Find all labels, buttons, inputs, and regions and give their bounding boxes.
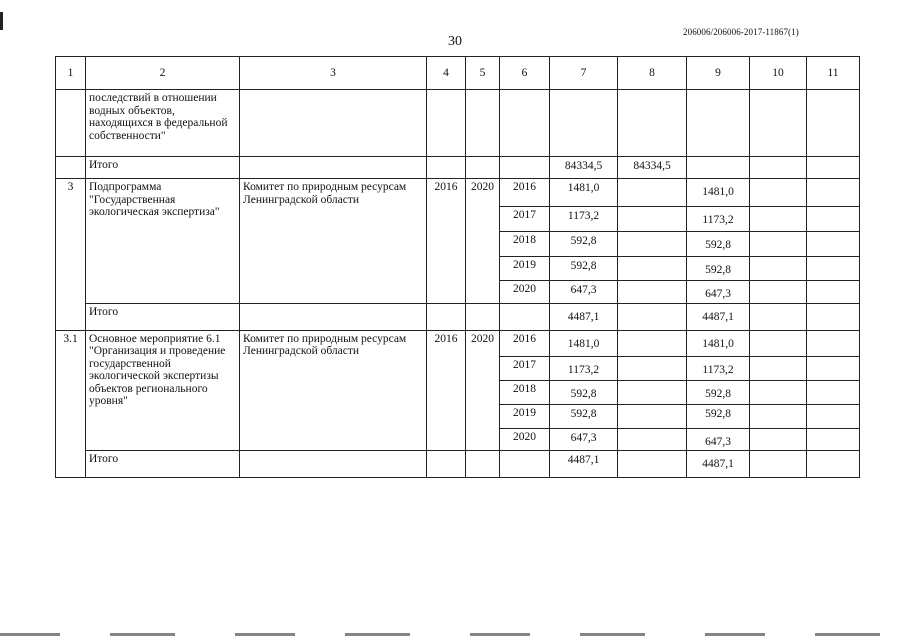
header-row xyxy=(56,57,860,90)
year-cell: 2018 xyxy=(500,380,550,404)
value-cell: 592,8 xyxy=(687,404,750,428)
table-cell xyxy=(807,232,860,257)
total-value: 4487,1 xyxy=(687,451,750,478)
table-cell xyxy=(807,90,860,157)
value-cell: 647,3 xyxy=(550,281,618,304)
table-cell xyxy=(807,330,860,356)
table-cell xyxy=(466,451,500,478)
scan-edge-mark xyxy=(0,12,3,30)
table-cell xyxy=(750,451,807,478)
table-cell xyxy=(750,356,807,380)
table-cell xyxy=(618,232,687,257)
table-cell xyxy=(240,157,427,179)
table-cell xyxy=(427,90,466,157)
value-cell: 592,8 xyxy=(550,257,618,281)
table-cell xyxy=(750,157,807,179)
table-cell xyxy=(618,303,687,330)
table-row xyxy=(56,179,860,207)
row-number: 3.1 xyxy=(56,330,86,478)
header-cell: 9 xyxy=(687,57,750,90)
activity-name: Основное мероприятие 6.1 "Организация и проведение государственной экологической экспертизы объектов регионального уровня" xyxy=(86,330,240,451)
table-cell xyxy=(618,404,687,428)
table-cell xyxy=(56,157,86,179)
value-cell: 592,8 xyxy=(550,404,618,428)
table-cell xyxy=(807,157,860,179)
value-cell: 1481,0 xyxy=(550,330,618,356)
table-cell xyxy=(427,303,466,330)
table-cell xyxy=(750,207,807,232)
value-cell: 592,8 xyxy=(687,380,750,404)
total-value: 4487,1 xyxy=(550,303,618,330)
table-row xyxy=(56,330,860,356)
table-cell xyxy=(750,303,807,330)
total-label: Итого xyxy=(86,451,240,478)
total-label: Итого xyxy=(86,157,240,179)
executor-cell: Комитет по природным ресурсам Ленинградской области xyxy=(240,179,427,304)
header-cell: 5 xyxy=(466,57,500,90)
year-cell: 2019 xyxy=(500,257,550,281)
table-cell xyxy=(807,404,860,428)
table-cell xyxy=(807,179,860,207)
table-cell xyxy=(750,257,807,281)
year-cell: 2016 xyxy=(500,179,550,207)
value-cell: 647,3 xyxy=(687,281,750,304)
total-row xyxy=(56,303,860,330)
header-cell: 2 xyxy=(86,57,240,90)
table-cell xyxy=(750,90,807,157)
table-cell xyxy=(618,281,687,304)
table-cell xyxy=(427,451,466,478)
document-id: 206006/206006-2017-11867(1) xyxy=(683,27,799,37)
year-cell: 2016 xyxy=(500,330,550,356)
table-cell xyxy=(240,90,427,157)
table-cell xyxy=(750,281,807,304)
value-cell: 1173,2 xyxy=(550,207,618,232)
table-cell xyxy=(427,157,466,179)
row-number: 3 xyxy=(56,179,86,331)
table-cell xyxy=(807,380,860,404)
year-cell: 2018 xyxy=(500,232,550,257)
year-cell: 2017 xyxy=(500,356,550,380)
table-cell xyxy=(687,157,750,179)
table-cell xyxy=(807,451,860,478)
total-value: 4487,1 xyxy=(687,303,750,330)
scan-bottom-edge xyxy=(0,633,905,636)
header-cell: 3 xyxy=(240,57,427,90)
table-cell xyxy=(500,451,550,478)
year-cell: 2020 xyxy=(500,428,550,451)
budget-table xyxy=(55,56,860,478)
table-cell xyxy=(618,451,687,478)
value-cell: 1481,0 xyxy=(687,179,750,207)
total-label: Итого xyxy=(86,303,240,330)
value-cell: 1481,0 xyxy=(550,179,618,207)
table-cell xyxy=(618,428,687,451)
value-cell: 592,8 xyxy=(687,232,750,257)
table-cell xyxy=(618,330,687,356)
page-number: 30 xyxy=(448,34,462,49)
table-cell xyxy=(807,356,860,380)
year-cell: 2020 xyxy=(500,281,550,304)
table-cell xyxy=(807,303,860,330)
table-cell xyxy=(618,207,687,232)
total-value: 84334,5 xyxy=(550,157,618,179)
table-cell xyxy=(687,90,750,157)
header-cell: 4 xyxy=(427,57,466,90)
table-cell xyxy=(466,157,500,179)
table-cell xyxy=(807,428,860,451)
header-cell: 1 xyxy=(56,57,86,90)
table-cell xyxy=(500,303,550,330)
total-value: 84334,5 xyxy=(618,157,687,179)
value-cell: 647,3 xyxy=(687,428,750,451)
table-cell xyxy=(807,207,860,232)
start-year: 2016 xyxy=(427,179,466,304)
value-cell: 1481,0 xyxy=(687,330,750,356)
table-cell xyxy=(807,281,860,304)
total-row xyxy=(56,157,860,179)
header-cell: 7 xyxy=(550,57,618,90)
year-cell: 2019 xyxy=(500,404,550,428)
end-year: 2020 xyxy=(466,330,500,451)
table-cell xyxy=(750,380,807,404)
table-cell xyxy=(618,179,687,207)
table-cell xyxy=(750,232,807,257)
executor-cell: Комитет по природным ресурсам Ленинградской области xyxy=(240,330,427,451)
table-cell xyxy=(750,404,807,428)
table-cell xyxy=(618,90,687,157)
table-cell xyxy=(500,157,550,179)
table-cell xyxy=(750,330,807,356)
table-cell xyxy=(500,90,550,157)
subprogram-name: Подпрограмма "Государственная экологическая экспертиза" xyxy=(86,179,240,304)
table-cell xyxy=(750,428,807,451)
table-cell xyxy=(618,380,687,404)
year-cell: 2017 xyxy=(500,207,550,232)
header-cell: 6 xyxy=(500,57,550,90)
table-cell xyxy=(240,303,427,330)
table-cell xyxy=(618,257,687,281)
table-cell xyxy=(750,179,807,207)
value-cell: 592,8 xyxy=(550,380,618,404)
value-cell: 647,3 xyxy=(550,428,618,451)
end-year: 2020 xyxy=(466,179,500,304)
total-row xyxy=(56,451,860,478)
value-cell: 1173,2 xyxy=(687,207,750,232)
header-cell: 11 xyxy=(807,57,860,90)
table-cell xyxy=(466,303,500,330)
table-cell xyxy=(240,451,427,478)
value-cell: 592,8 xyxy=(687,257,750,281)
value-cell: 1173,2 xyxy=(550,356,618,380)
table-cell xyxy=(807,257,860,281)
table-cell xyxy=(466,90,500,157)
table-cell xyxy=(56,90,86,157)
table-cell xyxy=(550,90,618,157)
value-cell: 1173,2 xyxy=(687,356,750,380)
value-cell: 592,8 xyxy=(550,232,618,257)
start-year: 2016 xyxy=(427,330,466,451)
table-cell xyxy=(618,356,687,380)
continued-name-cell: последствий в отношении водных объектов, находящихся в федеральной собственности" xyxy=(86,90,240,157)
total-value: 4487,1 xyxy=(550,451,618,478)
header-cell: 10 xyxy=(750,57,807,90)
header-cell: 8 xyxy=(618,57,687,90)
table-row xyxy=(56,90,860,157)
